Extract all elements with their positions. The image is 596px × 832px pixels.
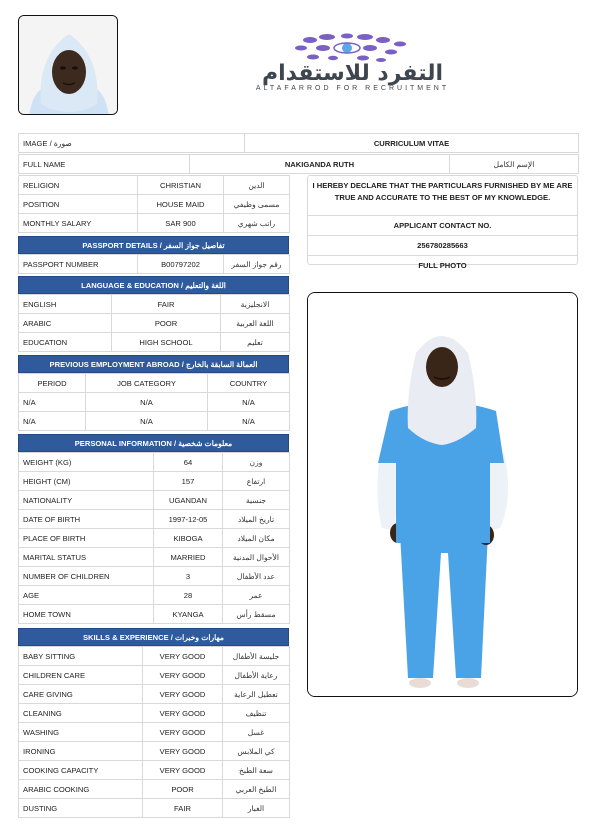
row-value: HIGH SCHOOL xyxy=(112,333,221,352)
row-value: UGANDAN xyxy=(154,491,223,510)
row-label: CLEANING xyxy=(19,704,143,723)
table-row xyxy=(19,666,290,685)
row-label: HEIGHT (CM) xyxy=(19,472,154,491)
row-ar: تعليم xyxy=(221,333,290,352)
table-row xyxy=(19,799,290,818)
row-ar: كي الملابس xyxy=(223,742,290,761)
table-row xyxy=(19,393,290,412)
table-row xyxy=(19,453,290,472)
row-ar: الطبخ العربي xyxy=(223,780,290,799)
row-ar: الانجليزية xyxy=(221,295,290,314)
column-header-job-category: JOB CATEGORY xyxy=(86,374,208,393)
row-ar: عدد الأطفال xyxy=(223,567,290,586)
logo-english-text: ALTAFARROD FOR RECRUITMENT xyxy=(255,85,450,92)
table-row xyxy=(19,742,290,761)
full-photo-label: FULL PHOTO xyxy=(418,261,467,270)
job-category-cell: N/A xyxy=(86,412,208,431)
table-row xyxy=(19,586,290,605)
row-ar: جنسية xyxy=(223,491,290,510)
row-ar: اللغة العربية xyxy=(221,314,290,333)
row-label: WEIGHT (KG) xyxy=(19,453,154,472)
table-row xyxy=(19,548,290,567)
table-row xyxy=(19,761,290,780)
row-value: 3 xyxy=(154,567,223,586)
table-row xyxy=(19,491,290,510)
column-header-period: PERIOD xyxy=(19,374,86,393)
contact-value: 256780285663 xyxy=(308,236,577,256)
row-label: HOME TOWN xyxy=(19,605,154,624)
row-ar: رعاية الأطفال xyxy=(223,666,290,685)
row-label: ARABIC xyxy=(19,314,112,333)
table-row xyxy=(19,295,290,314)
passport-label: PASSPORT NUMBER xyxy=(19,255,138,274)
row-label: NUMBER OF CHILDREN xyxy=(19,567,154,586)
portrait-photo xyxy=(18,15,118,115)
row-value: VERY GOOD xyxy=(143,666,223,685)
company-logo xyxy=(205,30,500,96)
basic-info-table xyxy=(18,175,290,233)
row-label: ARABIC COOKING xyxy=(19,780,143,799)
contact-label: APPLICANT CONTACT NO. xyxy=(308,216,577,236)
row-value: POOR xyxy=(143,780,223,799)
employment-table xyxy=(18,373,290,431)
row-ar: مكان الميلاد xyxy=(223,529,290,548)
table-row xyxy=(19,472,290,491)
row-value: 157 xyxy=(154,472,223,491)
table-row xyxy=(19,647,290,666)
row-label: WASHING xyxy=(19,723,143,742)
cv-title: CURRICULUM VITAE xyxy=(245,134,579,153)
row-value: SAR 900 xyxy=(138,214,224,233)
country-cell: N/A xyxy=(208,393,290,412)
table-row xyxy=(19,176,290,195)
full-name-ar: الإسم الكامل xyxy=(450,155,579,174)
row-label: MONTHLY SALARY xyxy=(19,214,138,233)
employment-section-header: PREVIOUS EMPLOYMENT ABROAD / العمالة السابقة بالخارج xyxy=(18,355,289,373)
row-ar: تعطيل الرعاية xyxy=(223,685,290,704)
passport-number: B00797202 xyxy=(138,255,224,274)
table-row xyxy=(19,723,290,742)
row-ar: مسقط رأس xyxy=(223,605,290,624)
row-label: NATIONALITY xyxy=(19,491,154,510)
row-value: VERY GOOD xyxy=(143,685,223,704)
job-category-cell: N/A xyxy=(86,393,208,412)
table-row xyxy=(19,195,290,214)
row-ar: عمر xyxy=(223,586,290,605)
row-ar: جليسة الأطفال xyxy=(223,647,290,666)
row-ar: تاريخ الميلاد xyxy=(223,510,290,529)
row-value: KIBOGA xyxy=(154,529,223,548)
row-value: MARRIED xyxy=(154,548,223,567)
declaration-box xyxy=(307,175,578,270)
row-value: 28 xyxy=(154,586,223,605)
full-body-photo xyxy=(307,292,578,697)
header-table xyxy=(18,133,579,153)
row-ar: وزن xyxy=(223,453,290,472)
row-label: CARE GIVING xyxy=(19,685,143,704)
row-value: 64 xyxy=(154,453,223,472)
personal-table xyxy=(18,452,290,624)
row-value: CHRISTIAN xyxy=(138,176,224,195)
row-value: FAIR xyxy=(143,799,223,818)
table-row xyxy=(19,529,290,548)
row-label: DATE OF BIRTH xyxy=(19,510,154,529)
table-row xyxy=(19,685,290,704)
full-name-value: NAKIGANDA RUTH xyxy=(190,155,450,174)
passport-ar: رقم جواز السفر xyxy=(224,255,290,274)
row-label: MARITAL STATUS xyxy=(19,548,154,567)
column-header-country: COUNTRY xyxy=(208,374,290,393)
language-section-header: LANGUAGE & EDUCATION / اللغة والتعليم xyxy=(18,276,289,294)
table-row xyxy=(19,255,290,274)
logo-arabic-text: التفرد للاستقدام xyxy=(261,61,444,86)
table-row xyxy=(19,510,290,529)
table-row xyxy=(19,704,290,723)
table-row xyxy=(19,314,290,333)
row-label: DUSTING xyxy=(19,799,143,818)
personal-section-header: PERSONAL INFORMATION / معلومات شخصية xyxy=(18,434,289,452)
row-label: BABY SITTING xyxy=(19,647,143,666)
image-label: IMAGE / صورة xyxy=(19,134,245,153)
table-row xyxy=(19,780,290,799)
table-row xyxy=(19,605,290,624)
row-value: VERY GOOD xyxy=(143,742,223,761)
row-label: ENGLISH xyxy=(19,295,112,314)
row-value: VERY GOOD xyxy=(143,761,223,780)
table-row xyxy=(19,214,290,233)
row-ar: مسمى وظيفي xyxy=(224,195,290,214)
passport-table xyxy=(18,254,290,274)
row-value: VERY GOOD xyxy=(143,647,223,666)
row-value: VERY GOOD xyxy=(143,723,223,742)
row-ar: الدين xyxy=(224,176,290,195)
row-ar: ارتفاع xyxy=(223,472,290,491)
row-value: HOUSE MAID xyxy=(138,195,224,214)
row-label: IRONING xyxy=(19,742,143,761)
row-label: COOKING CAPACITY xyxy=(19,761,143,780)
language-table xyxy=(18,294,290,352)
declaration-text: I HEREBY DECLARE THAT THE PARTICULARS FURNISHED BY ME ARE TRUE AND ACCURATE TO THE BEST OF MY KNOWLEDGE. xyxy=(308,176,577,216)
row-ar: تنظيف xyxy=(223,704,290,723)
row-label: PLACE OF BIRTH xyxy=(19,529,154,548)
row-label: EDUCATION xyxy=(19,333,112,352)
full-name-label: FULL NAME xyxy=(19,155,190,174)
full-name-table xyxy=(18,154,579,174)
row-value: KYANGA xyxy=(154,605,223,624)
row-label: POSITION xyxy=(19,195,138,214)
row-value: 1997-12-05 xyxy=(154,510,223,529)
row-label: CHILDREN CARE xyxy=(19,666,143,685)
period-cell: N/A xyxy=(19,412,86,431)
row-label: RELIGION xyxy=(19,176,138,195)
row-ar: غسل xyxy=(223,723,290,742)
skills-section-header: SKILLS & EXPERIENCE / مهارات وخبرات xyxy=(18,628,289,646)
table-row xyxy=(19,412,290,431)
table-row xyxy=(19,333,290,352)
row-value: FAIR xyxy=(112,295,221,314)
skills-table xyxy=(18,646,290,818)
row-ar: الأحوال المدنية xyxy=(223,548,290,567)
row-ar: راتب شهري xyxy=(224,214,290,233)
period-cell: N/A xyxy=(19,393,86,412)
table-header-row xyxy=(19,374,290,393)
row-ar: سعة الطبخ xyxy=(223,761,290,780)
table-row xyxy=(19,567,290,586)
passport-section-header: PASSPORT DETAILS / تفاصيل جواز السفر xyxy=(18,236,289,254)
row-ar: الغبار xyxy=(223,799,290,818)
row-label: AGE xyxy=(19,586,154,605)
row-value: POOR xyxy=(112,314,221,333)
country-cell: N/A xyxy=(208,412,290,431)
row-value: VERY GOOD xyxy=(143,704,223,723)
